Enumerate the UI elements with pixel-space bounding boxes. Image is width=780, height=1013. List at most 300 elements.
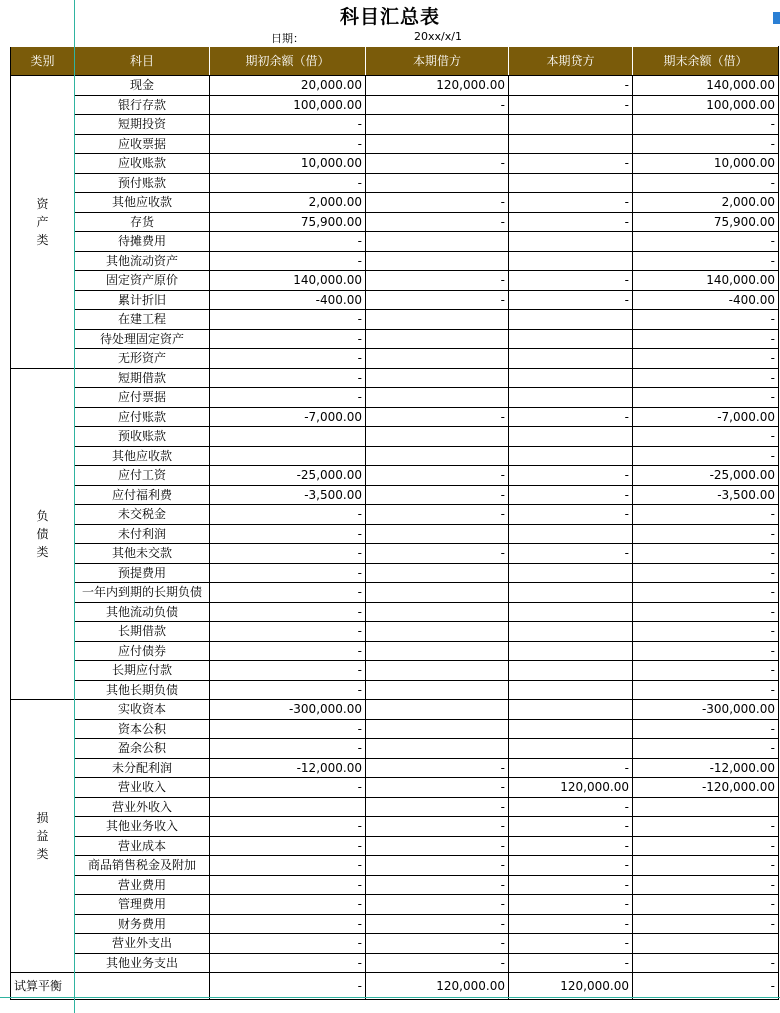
total-subject-cell[interactable] <box>75 973 210 1000</box>
period-debit-cell[interactable]: - <box>366 856 509 876</box>
opening-debit-cell[interactable]: - <box>210 719 366 739</box>
period-credit-cell[interactable]: - <box>509 212 633 232</box>
closing-debit-cell[interactable]: -25,000.00 <box>633 466 779 486</box>
period-credit-cell[interactable] <box>509 622 633 642</box>
period-debit-cell[interactable] <box>366 427 509 447</box>
opening-debit-cell[interactable]: - <box>210 368 366 388</box>
period-debit-cell[interactable]: - <box>366 797 509 817</box>
period-credit-cell[interactable] <box>509 563 633 583</box>
closing-debit-cell[interactable]: - <box>633 388 779 408</box>
closing-debit-cell[interactable]: - <box>633 310 779 330</box>
subject-cell[interactable]: 应付票据 <box>75 388 210 408</box>
opening-debit-cell[interactable]: - <box>210 524 366 544</box>
closing-debit-cell[interactable]: -3,500.00 <box>633 485 779 505</box>
period-credit-cell[interactable] <box>509 349 633 369</box>
period-debit-cell[interactable] <box>366 739 509 759</box>
period-debit-cell[interactable]: 120,000.00 <box>366 76 509 96</box>
opening-debit-cell[interactable]: - <box>210 895 366 915</box>
table-row <box>11 739 779 759</box>
closing-debit-cell[interactable]: - <box>633 232 779 252</box>
subject-cell[interactable]: 预提费用 <box>75 563 210 583</box>
opening-debit-cell[interactable]: - <box>210 622 366 642</box>
period-debit-cell[interactable]: - <box>366 466 509 486</box>
period-credit-cell[interactable]: - <box>509 544 633 564</box>
opening-debit-cell[interactable]: 100,000.00 <box>210 95 366 115</box>
category-label: 资产类 <box>36 196 49 247</box>
closing-debit-cell[interactable]: - <box>633 427 779 447</box>
period-credit-cell[interactable]: - <box>509 758 633 778</box>
period-debit-cell[interactable]: - <box>366 778 509 798</box>
subject-cell[interactable]: 其他未交款 <box>75 544 210 564</box>
closing-debit-cell[interactable]: - <box>633 953 779 973</box>
closing-debit-cell[interactable] <box>633 934 779 954</box>
opening-debit-cell[interactable]: - <box>210 544 366 564</box>
subject-cell[interactable]: 应收账款 <box>75 154 210 174</box>
period-credit-cell[interactable]: - <box>509 485 633 505</box>
period-debit-cell[interactable] <box>366 446 509 466</box>
table-row <box>11 485 779 505</box>
closing-debit-cell[interactable]: - <box>633 524 779 544</box>
table-row <box>11 641 779 661</box>
subject-cell[interactable]: 营业成本 <box>75 836 210 856</box>
period-credit-cell[interactable] <box>509 251 633 271</box>
closing-debit-cell[interactable]: - <box>633 895 779 915</box>
period-debit-cell[interactable] <box>366 563 509 583</box>
row-guide-line <box>0 997 780 998</box>
period-credit-cell[interactable] <box>509 173 633 193</box>
total-opening-debit-cell[interactable]: - <box>210 973 366 1000</box>
closing-debit-cell[interactable]: -400.00 <box>633 290 779 310</box>
subject-cell[interactable]: 累计折旧 <box>75 290 210 310</box>
opening-debit-cell[interactable]: 140,000.00 <box>210 271 366 291</box>
opening-debit-cell[interactable]: 10,000.00 <box>210 154 366 174</box>
category-label: 损益类 <box>36 811 49 861</box>
table-row <box>11 817 779 837</box>
period-debit-cell[interactable]: - <box>366 271 509 291</box>
opening-debit-cell[interactable] <box>210 427 366 447</box>
period-credit-cell[interactable]: - <box>509 407 633 427</box>
table-row <box>11 505 779 525</box>
table-row <box>11 310 779 330</box>
closing-debit-cell[interactable]: - <box>633 446 779 466</box>
period-credit-cell[interactable] <box>509 739 633 759</box>
total-period-debit-cell[interactable]: 120,000.00 <box>366 973 509 1000</box>
closing-debit-cell[interactable]: - <box>633 173 779 193</box>
table-row <box>11 524 779 544</box>
period-credit-cell[interactable] <box>509 700 633 720</box>
period-credit-cell[interactable]: - <box>509 797 633 817</box>
subject-cell[interactable]: 其他长期负债 <box>75 680 210 700</box>
period-debit-cell[interactable]: - <box>366 817 509 837</box>
subject-cell[interactable]: 其他业务支出 <box>75 953 210 973</box>
subject-cell[interactable]: 长期应付款 <box>75 661 210 681</box>
table-row <box>11 875 779 895</box>
opening-debit-cell[interactable]: - <box>210 661 366 681</box>
period-debit-cell[interactable]: - <box>366 758 509 778</box>
opening-debit-cell[interactable]: - <box>210 583 366 603</box>
opening-debit-cell[interactable]: - <box>210 134 366 154</box>
period-credit-cell[interactable] <box>509 427 633 447</box>
closing-debit-cell[interactable]: 140,000.00 <box>633 76 779 96</box>
table-row <box>11 446 779 466</box>
period-credit-cell[interactable] <box>509 232 633 252</box>
period-credit-cell[interactable] <box>509 134 633 154</box>
subject-cell[interactable]: 营业外收入 <box>75 797 210 817</box>
period-credit-cell[interactable] <box>509 719 633 739</box>
table-row <box>11 700 779 720</box>
page-title: 科目汇总表 <box>339 6 440 28</box>
header-opening-debit[interactable]: 期初余额（借） <box>210 47 366 76</box>
table-row <box>11 329 779 349</box>
period-debit-cell[interactable] <box>366 622 509 642</box>
subject-cell[interactable]: 盈余公积 <box>75 739 210 759</box>
closing-debit-cell[interactable]: 140,000.00 <box>633 271 779 291</box>
period-debit-cell[interactable] <box>366 719 509 739</box>
subject-cell[interactable]: 一年内到期的长期负债 <box>75 583 210 603</box>
subject-cell[interactable]: 固定资产原价 <box>75 271 210 291</box>
subject-cell[interactable]: 银行存款 <box>75 95 210 115</box>
opening-debit-cell[interactable]: - <box>210 856 366 876</box>
period-credit-cell[interactable] <box>509 115 633 135</box>
header-closing-debit[interactable]: 期末余额（借） <box>633 47 779 76</box>
date-label: 日期： <box>271 32 304 45</box>
table-row <box>11 290 779 310</box>
period-debit-cell[interactable]: - <box>366 875 509 895</box>
period-credit-cell[interactable]: - <box>509 505 633 525</box>
opening-debit-cell[interactable]: 20,000.00 <box>210 76 366 96</box>
table-row <box>11 856 779 876</box>
period-credit-cell[interactable] <box>509 446 633 466</box>
header-subject[interactable]: 科目 <box>75 47 210 76</box>
closing-debit-cell[interactable]: 75,900.00 <box>633 212 779 232</box>
period-debit-cell[interactable] <box>366 583 509 603</box>
closing-debit-cell[interactable]: -120,000.00 <box>633 778 779 798</box>
total-closing-debit-cell[interactable]: - <box>633 973 779 1000</box>
column-guide-line <box>74 0 75 1013</box>
opening-debit-cell[interactable]: - <box>210 778 366 798</box>
closing-debit-cell[interactable]: - <box>633 602 779 622</box>
period-credit-cell[interactable]: - <box>509 934 633 954</box>
table-row <box>11 758 779 778</box>
period-debit-cell[interactable]: - <box>366 914 509 934</box>
closing-debit-cell[interactable]: - <box>633 661 779 681</box>
period-debit-cell[interactable] <box>366 349 509 369</box>
opening-debit-cell[interactable]: - <box>210 349 366 369</box>
subject-cell[interactable]: 应付债券 <box>75 641 210 661</box>
period-credit-cell[interactable]: - <box>509 875 633 895</box>
opening-debit-cell[interactable]: - <box>210 563 366 583</box>
subject-cell[interactable]: 其他应收款 <box>75 193 210 213</box>
date-value[interactable]: 20xx/x/1 <box>414 30 462 43</box>
subject-cell[interactable]: 应付福利费 <box>75 485 210 505</box>
period-credit-cell[interactable]: - <box>509 914 633 934</box>
subject-cell[interactable]: 未分配利润 <box>75 758 210 778</box>
closing-debit-cell[interactable]: - <box>633 134 779 154</box>
opening-debit-cell[interactable]: - <box>210 251 366 271</box>
closing-debit-cell[interactable]: 2,000.00 <box>633 193 779 213</box>
closing-debit-cell[interactable]: - <box>633 251 779 271</box>
period-debit-cell[interactable] <box>366 115 509 135</box>
period-credit-cell[interactable]: - <box>509 895 633 915</box>
opening-debit-cell[interactable]: - <box>210 914 366 934</box>
period-debit-cell[interactable]: - <box>366 95 509 115</box>
subject-cell[interactable]: 短期投资 <box>75 115 210 135</box>
subject-cell[interactable]: 商品销售税金及附加 <box>75 856 210 876</box>
period-debit-cell[interactable] <box>366 388 509 408</box>
table-row <box>11 778 779 798</box>
closing-debit-cell[interactable]: - <box>633 739 779 759</box>
closing-debit-cell[interactable]: 10,000.00 <box>633 154 779 174</box>
closing-debit-cell[interactable] <box>633 797 779 817</box>
closing-debit-cell[interactable]: - <box>633 563 779 583</box>
closing-debit-cell[interactable]: - <box>633 115 779 135</box>
period-debit-cell[interactable]: - <box>366 544 509 564</box>
subject-cell[interactable]: 实收资本 <box>75 700 210 720</box>
closing-debit-cell[interactable]: - <box>633 329 779 349</box>
subject-cell[interactable]: 其他业务收入 <box>75 817 210 837</box>
subject-cell[interactable]: 应收票据 <box>75 134 210 154</box>
opening-debit-cell[interactable]: - <box>210 310 366 330</box>
table-row <box>11 563 779 583</box>
subject-cell[interactable]: 长期借款 <box>75 622 210 642</box>
subject-cell[interactable]: 待摊费用 <box>75 232 210 252</box>
table-row <box>11 173 779 193</box>
subject-cell[interactable]: 预收账款 <box>75 427 210 447</box>
table-row <box>11 797 779 817</box>
opening-debit-cell[interactable]: - <box>210 232 366 252</box>
table-row <box>11 466 779 486</box>
period-credit-cell[interactable]: - <box>509 76 633 96</box>
subject-cell[interactable]: 其他应收款 <box>75 446 210 466</box>
table-row <box>11 836 779 856</box>
subject-cell[interactable]: 其他流动负债 <box>75 602 210 622</box>
closing-debit-cell[interactable]: - <box>633 680 779 700</box>
subject-cell[interactable]: 无形资产 <box>75 349 210 369</box>
period-credit-cell[interactable]: - <box>509 95 633 115</box>
table-row <box>11 271 779 291</box>
closing-debit-cell[interactable]: - <box>633 368 779 388</box>
table-row <box>11 134 779 154</box>
closing-debit-cell[interactable]: - <box>633 583 779 603</box>
period-debit-cell[interactable] <box>366 251 509 271</box>
opening-debit-cell[interactable]: - <box>210 388 366 408</box>
period-debit-cell[interactable]: - <box>366 836 509 856</box>
table-row <box>11 934 779 954</box>
header-category[interactable]: 类别 <box>11 47 75 76</box>
period-credit-cell[interactable] <box>509 583 633 603</box>
closing-debit-cell[interactable]: - <box>633 719 779 739</box>
opening-debit-cell[interactable]: - <box>210 817 366 837</box>
table-row <box>11 407 779 427</box>
period-credit-cell[interactable] <box>509 641 633 661</box>
table-row <box>11 544 779 564</box>
period-debit-cell[interactable]: - <box>366 407 509 427</box>
opening-debit-cell[interactable]: - <box>210 641 366 661</box>
subject-cell[interactable]: 营业费用 <box>75 875 210 895</box>
period-debit-cell[interactable] <box>366 329 509 349</box>
closing-debit-cell[interactable]: - <box>633 544 779 564</box>
period-credit-cell[interactable]: - <box>509 953 633 973</box>
category-label: 负债类 <box>36 508 49 559</box>
closing-debit-cell[interactable]: -300,000.00 <box>633 700 779 720</box>
period-debit-cell[interactable] <box>366 134 509 154</box>
header-row <box>11 47 779 76</box>
period-credit-cell[interactable] <box>509 680 633 700</box>
subject-cell[interactable]: 存货 <box>75 212 210 232</box>
opening-debit-cell[interactable] <box>210 446 366 466</box>
table-row <box>11 154 779 174</box>
subject-cell[interactable]: 管理费用 <box>75 895 210 915</box>
opening-debit-cell[interactable]: - <box>210 934 366 954</box>
table-row <box>11 427 779 447</box>
opening-debit-cell[interactable]: - <box>210 505 366 525</box>
period-credit-cell[interactable] <box>509 602 633 622</box>
period-debit-cell[interactable]: - <box>366 505 509 525</box>
table-row <box>11 895 779 915</box>
table-row <box>11 251 779 271</box>
total-row <box>11 973 779 1000</box>
opening-debit-cell[interactable]: -300,000.00 <box>210 700 366 720</box>
period-credit-cell[interactable]: 120,000.00 <box>509 778 633 798</box>
period-debit-cell[interactable] <box>366 173 509 193</box>
subject-cell[interactable]: 在建工程 <box>75 310 210 330</box>
period-debit-cell[interactable]: - <box>366 953 509 973</box>
total-label[interactable]: 试算平衡 <box>11 973 75 1000</box>
opening-debit-cell[interactable]: 75,900.00 <box>210 212 366 232</box>
table-row <box>11 212 779 232</box>
closing-debit-cell[interactable]: - <box>633 914 779 934</box>
category-cell[interactable] <box>11 368 75 700</box>
opening-debit-cell[interactable]: - <box>210 739 366 759</box>
table-row <box>11 76 779 96</box>
period-debit-cell[interactable]: - <box>366 895 509 915</box>
opening-debit-cell[interactable]: -400.00 <box>210 290 366 310</box>
subject-cell[interactable]: 现金 <box>75 76 210 96</box>
period-credit-cell[interactable] <box>509 310 633 330</box>
subject-cell[interactable]: 未付利润 <box>75 524 210 544</box>
period-debit-cell[interactable]: - <box>366 485 509 505</box>
period-debit-cell[interactable] <box>366 310 509 330</box>
period-credit-cell[interactable]: - <box>509 817 633 837</box>
table-row <box>11 349 779 369</box>
closing-debit-cell[interactable]: - <box>633 622 779 642</box>
category-cell[interactable] <box>11 76 75 369</box>
closing-debit-cell[interactable]: -12,000.00 <box>633 758 779 778</box>
period-debit-cell[interactable]: - <box>366 154 509 174</box>
table-row <box>11 602 779 622</box>
opening-debit-cell[interactable]: -7,000.00 <box>210 407 366 427</box>
closing-debit-cell[interactable]: - <box>633 641 779 661</box>
closing-debit-cell[interactable]: - <box>633 875 779 895</box>
closing-debit-cell[interactable]: - <box>633 505 779 525</box>
total-period-credit-cell[interactable]: 120,000.00 <box>509 973 633 1000</box>
opening-debit-cell[interactable]: - <box>210 953 366 973</box>
period-credit-cell[interactable]: - <box>509 836 633 856</box>
opening-debit-cell[interactable]: - <box>210 173 366 193</box>
category-cell[interactable] <box>11 700 75 973</box>
subject-cell[interactable]: 财务费用 <box>75 914 210 934</box>
subject-cell[interactable]: 营业收入 <box>75 778 210 798</box>
opening-debit-cell[interactable]: -12,000.00 <box>210 758 366 778</box>
period-credit-cell[interactable] <box>509 661 633 681</box>
opening-debit-cell[interactable]: - <box>210 329 366 349</box>
opening-debit-cell[interactable]: - <box>210 836 366 856</box>
table-row <box>11 661 779 681</box>
subject-cell[interactable]: 短期借款 <box>75 368 210 388</box>
closing-debit-cell[interactable]: -7,000.00 <box>633 407 779 427</box>
subject-cell[interactable]: 预付账款 <box>75 173 210 193</box>
opening-debit-cell[interactable]: - <box>210 680 366 700</box>
period-credit-cell[interactable]: - <box>509 193 633 213</box>
period-credit-cell[interactable]: - <box>509 290 633 310</box>
opening-debit-cell[interactable]: 2,000.00 <box>210 193 366 213</box>
opening-debit-cell[interactable]: -3,500.00 <box>210 485 366 505</box>
closing-debit-cell[interactable]: - <box>633 836 779 856</box>
period-debit-cell[interactable] <box>366 641 509 661</box>
opening-debit-cell[interactable]: - <box>210 602 366 622</box>
period-debit-cell[interactable] <box>366 524 509 544</box>
period-credit-cell[interactable]: - <box>509 466 633 486</box>
subject-cell[interactable]: 应付账款 <box>75 407 210 427</box>
table-row <box>11 719 779 739</box>
period-debit-cell[interactable]: - <box>366 193 509 213</box>
opening-debit-cell[interactable] <box>210 797 366 817</box>
header-period-credit[interactable]: 本期贷方 <box>509 47 633 76</box>
table-row <box>11 193 779 213</box>
table-row <box>11 680 779 700</box>
table-row <box>11 115 779 135</box>
period-credit-cell[interactable] <box>509 524 633 544</box>
opening-debit-cell[interactable]: - <box>210 875 366 895</box>
table-row <box>11 95 779 115</box>
period-debit-cell[interactable] <box>366 368 509 388</box>
header-period-debit[interactable]: 本期借方 <box>366 47 509 76</box>
subject-cell[interactable]: 资本公积 <box>75 719 210 739</box>
closing-debit-cell[interactable]: - <box>633 856 779 876</box>
subject-cell[interactable]: 营业外支出 <box>75 934 210 954</box>
opening-debit-cell[interactable]: - <box>210 115 366 135</box>
period-debit-cell[interactable]: - <box>366 290 509 310</box>
period-debit-cell[interactable] <box>366 602 509 622</box>
period-debit-cell[interactable] <box>366 680 509 700</box>
period-debit-cell[interactable] <box>366 661 509 681</box>
period-credit-cell[interactable] <box>509 368 633 388</box>
scroll-marker[interactable] <box>773 12 780 24</box>
period-credit-cell[interactable] <box>509 388 633 408</box>
closing-debit-cell[interactable]: 100,000.00 <box>633 95 779 115</box>
period-debit-cell[interactable]: - <box>366 212 509 232</box>
subject-cell[interactable]: 待处理固定资产 <box>75 329 210 349</box>
table-row <box>11 232 779 252</box>
closing-debit-cell[interactable]: - <box>633 817 779 837</box>
table-row <box>11 388 779 408</box>
subject-cell[interactable]: 未交税金 <box>75 505 210 525</box>
period-debit-cell[interactable]: - <box>366 934 509 954</box>
opening-debit-cell[interactable]: -25,000.00 <box>210 466 366 486</box>
closing-debit-cell[interactable]: - <box>633 349 779 369</box>
summary-table <box>10 46 779 1000</box>
table-row <box>11 368 779 388</box>
table-row <box>11 583 779 603</box>
period-debit-cell[interactable] <box>366 232 509 252</box>
period-credit-cell[interactable]: - <box>509 856 633 876</box>
subject-cell[interactable]: 应付工资 <box>75 466 210 486</box>
period-credit-cell[interactable]: - <box>509 154 633 174</box>
period-credit-cell[interactable] <box>509 329 633 349</box>
subject-cell[interactable]: 其他流动资产 <box>75 251 210 271</box>
period-credit-cell[interactable]: - <box>509 271 633 291</box>
period-debit-cell[interactable] <box>366 700 509 720</box>
